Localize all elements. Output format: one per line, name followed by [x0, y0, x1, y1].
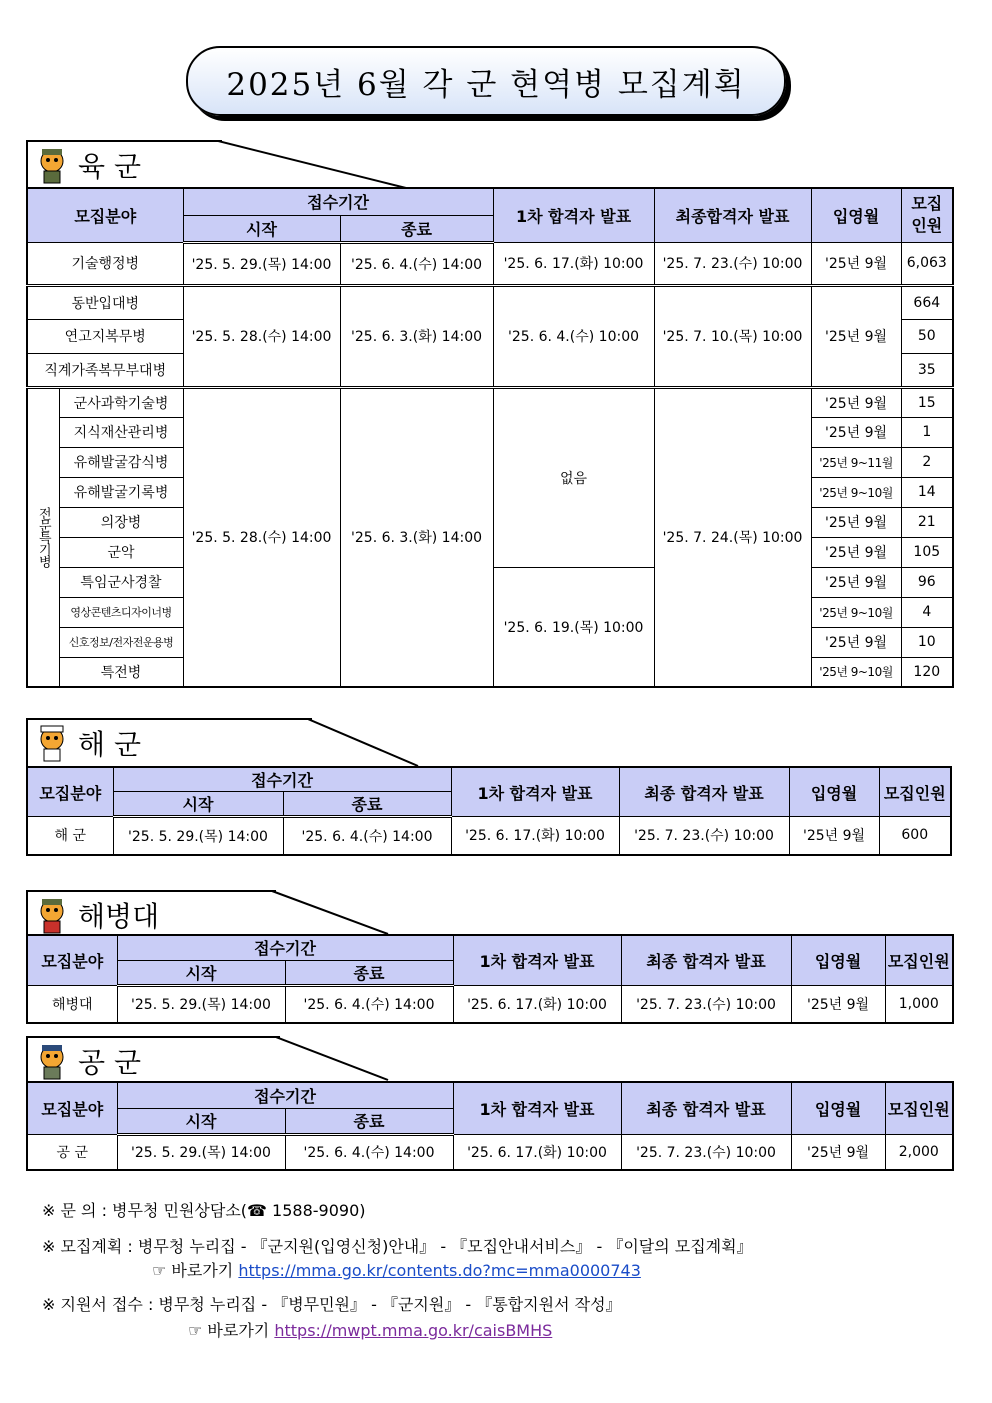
army-section-header [26, 140, 222, 188]
plan-shortcut [42, 1258, 962, 1292]
table-cell-enlist: '25년 9월 [791, 985, 885, 1023]
table-cell-final: '25. 7. 10.(목) 10:00 [654, 285, 811, 387]
table-cell-start: '25. 5. 29.(목) 14:00 [117, 985, 285, 1023]
col-header-count: 모집인원 [879, 767, 951, 817]
table-cell-count: 50 [901, 319, 953, 353]
table-cell-field: 특임군사경찰 [59, 567, 183, 597]
navy-section-header [26, 718, 312, 766]
table-cell-first: '25. 6. 19.(목) 10:00 [493, 567, 654, 687]
plan-shortcut-label: ☞ 바로가기 [152, 1261, 234, 1280]
col-header-period: 접수기간 [183, 188, 493, 215]
table-cell-enlist: '25년 9월 [811, 242, 901, 285]
col-header-first: 1차 합격자 발표 [453, 935, 621, 985]
table-cell-first: '25. 6. 4.(수) 10:00 [493, 285, 654, 387]
table-cell-count: 14 [901, 477, 953, 507]
table-cell-count: 105 [901, 537, 953, 567]
table-cell-count: 4 [901, 597, 953, 627]
table-cell-start: '25. 5. 28.(수) 14:00 [183, 285, 340, 387]
table-cell-group: 전문특기병 [27, 387, 59, 687]
table-cell-field: 의장병 [59, 507, 183, 537]
table-cell-field: 군악 [59, 537, 183, 567]
table-cell-start: '25. 5. 28.(수) 14:00 [183, 387, 340, 687]
table-cell-final: '25. 7. 23.(수) 10:00 [621, 985, 791, 1023]
table-cell-count: 2,000 [885, 1134, 953, 1170]
table-cell-field: 영상콘텐츠디자이너병 [59, 597, 183, 627]
navy-section-title: 해 군 [78, 728, 141, 761]
navy-table [26, 766, 952, 856]
section-slant-line [308, 718, 420, 768]
table-cell-field: 유해발굴감식병 [59, 447, 183, 477]
tiger-mascot-icon [32, 895, 72, 935]
col-header-enlist: 입영월 [811, 188, 901, 242]
table-cell-field: 지식재산관리병 [59, 417, 183, 447]
marines-table [26, 934, 954, 1024]
col-header-first: 1차 합격자 발표 [451, 767, 619, 817]
table-cell-count: 600 [879, 817, 951, 855]
col-header-field: 모집분야 [27, 935, 117, 985]
army-section-title: 육 군 [78, 150, 141, 183]
table-cell-count: 1 [901, 417, 953, 447]
col-header-field: 모집분야 [27, 767, 113, 817]
table-cell-enlist: '25년 9~11월 [811, 447, 901, 477]
table-cell-count: 6,063 [901, 242, 953, 285]
marines-section-title: 해병대 [78, 900, 160, 933]
page-title [186, 46, 786, 116]
table-cell-field: 해 군 [27, 817, 113, 855]
table-cell-enlist: '25년 9~10월 [811, 597, 901, 627]
table-cell-count: 35 [901, 353, 953, 387]
apply-note: ※ 지원서 접수 : 병무청 누리집 - 『병무민원』 - 『군지원』 - 『통합지원서 작성』 [42, 1295, 622, 1314]
col-header-start: 시작 [117, 960, 285, 985]
table-cell-final: '25. 7. 23.(수) 10:00 [619, 817, 789, 855]
table-cell-final: '25. 7. 23.(수) 10:00 [654, 242, 811, 285]
col-header-start: 시작 [113, 792, 283, 817]
col-header-end: 종료 [340, 215, 493, 242]
table-cell-enlist: '25년 9월 [811, 537, 901, 567]
table-cell-field: 해병대 [27, 985, 117, 1023]
col-header-period: 접수기간 [117, 935, 453, 960]
col-header-count: 모집인원 [885, 1082, 953, 1134]
table-cell-enlist: '25년 9월 [811, 627, 901, 657]
col-header-count: 모집 인원 [901, 188, 953, 242]
table-cell-start: '25. 5. 29.(목) 14:00 [113, 817, 283, 855]
table-cell-count: 10 [901, 627, 953, 657]
table-cell-end: '25. 6. 4.(수) 14:00 [285, 1134, 453, 1170]
col-header-final: 최종 합격자 발표 [619, 767, 789, 817]
col-header-first: 1차 합격자 발표 [493, 188, 654, 242]
table-cell-count: 1,000 [885, 985, 953, 1023]
marines-section-header [26, 890, 276, 938]
table-cell-field: 직계가족복무부대병 [27, 353, 183, 387]
table-cell-enlist: '25년 9월 [791, 1134, 885, 1170]
table-cell-first: '25. 6. 17.(화) 10:00 [493, 242, 654, 285]
table-cell-count: 664 [901, 285, 953, 319]
table-cell-enlist: '25년 9월 [811, 567, 901, 597]
tiger-mascot-icon [32, 1041, 72, 1081]
col-header-count: 모집인원 [885, 935, 953, 985]
army-table [26, 187, 954, 688]
table-cell-first: '25. 6. 17.(화) 10:00 [453, 1134, 621, 1170]
airforce-section-header [26, 1036, 280, 1084]
col-header-end: 종료 [285, 960, 453, 985]
table-cell-end: '25. 6. 3.(화) 14:00 [340, 285, 493, 387]
table-cell-first: '25. 6. 17.(화) 10:00 [453, 985, 621, 1023]
col-header-enlist: 입영월 [789, 767, 879, 817]
col-header-final: 최종 합격자 발표 [621, 935, 791, 985]
col-header-period: 접수기간 [113, 767, 451, 792]
col-header-field: 모집분야 [27, 1082, 117, 1134]
table-cell-start: '25. 5. 29.(목) 14:00 [183, 242, 340, 285]
table-cell-final: '25. 7. 23.(수) 10:00 [621, 1134, 791, 1170]
table-cell-end: '25. 6. 4.(수) 14:00 [283, 817, 451, 855]
notes-section [42, 1198, 962, 1344]
table-cell-count: 21 [901, 507, 953, 537]
col-header-end: 종료 [283, 792, 451, 817]
col-header-enlist: 입영월 [791, 935, 885, 985]
table-cell-enlist: '25년 9~10월 [811, 657, 901, 687]
table-cell-start: '25. 5. 29.(목) 14:00 [117, 1134, 285, 1170]
table-cell-field: 유해발굴기록병 [59, 477, 183, 507]
table-cell-field: 공 군 [27, 1134, 117, 1170]
table-cell-end: '25. 6. 3.(화) 14:00 [340, 387, 493, 687]
airforce-table [26, 1081, 954, 1171]
table-cell-enlist: '25년 9월 [811, 285, 901, 387]
col-header-field: 모집분야 [27, 188, 183, 242]
table-cell-enlist: '25년 9월 [811, 507, 901, 537]
table-cell-enlist: '25년 9월 [811, 387, 901, 417]
col-header-start: 시작 [183, 215, 340, 242]
section-slant-line [276, 1036, 390, 1082]
col-header-first: 1차 합격자 발표 [453, 1082, 621, 1134]
col-header-final: 최종합격자 발표 [654, 188, 811, 242]
table-cell-final: '25. 7. 24.(목) 10:00 [654, 387, 811, 687]
table-cell-field: 군사과학기술병 [59, 387, 183, 417]
table-cell-end: '25. 6. 4.(수) 14:00 [285, 985, 453, 1023]
apply-link[interactable]: https://mwpt.mma.go.kr/caisBMHS [274, 1321, 553, 1340]
plan-note: ※ 모집계획 : 병무청 누리집 - 『군지원(입영신청)안내』 - 『모집안내서비스』 - 『이달의 모집계획』 [42, 1237, 753, 1256]
table-cell-end: '25. 6. 4.(수) 14:00 [340, 242, 493, 285]
tiger-mascot-icon [32, 145, 72, 185]
table-cell-field: 동반입대병 [27, 285, 183, 319]
plan-link[interactable]: https://mma.go.kr/contents.do?mc=mma0000743 [238, 1261, 641, 1280]
airforce-section-title: 공 군 [78, 1046, 141, 1079]
table-cell-first: '25. 6. 17.(화) 10:00 [451, 817, 619, 855]
col-header-end: 종료 [285, 1108, 453, 1134]
table-cell-enlist: '25년 9월 [811, 417, 901, 447]
col-header-enlist: 입영월 [791, 1082, 885, 1134]
apply-shortcut [42, 1318, 962, 1344]
page-title-text: 2025년 6월 각 군 현역병 모집계획 [226, 66, 746, 103]
table-cell-field: 특전병 [59, 657, 183, 687]
apply-shortcut-label: ☞ 바로가기 [188, 1321, 270, 1340]
table-cell-count: 15 [901, 387, 953, 417]
col-header-final: 최종 합격자 발표 [621, 1082, 791, 1134]
table-cell-enlist: '25년 9월 [789, 817, 879, 855]
table-cell-enlist: '25년 9~10월 [811, 477, 901, 507]
table-cell-field: 연고지복무병 [27, 319, 183, 353]
col-header-period: 접수기간 [117, 1082, 453, 1108]
section-slant-line [272, 890, 390, 936]
table-cell-field: 기술행정병 [27, 242, 183, 285]
col-header-start: 시작 [117, 1108, 285, 1134]
table-cell-field: 신호정보/전자전운용병 [59, 627, 183, 657]
inquiry-note: ※ 문 의 : 병무청 민원상담소(☎ 1588-9090) [42, 1201, 366, 1220]
table-cell-first: 없음 [493, 387, 654, 567]
table-cell-count: 2 [901, 447, 953, 477]
tiger-mascot-icon [32, 723, 72, 763]
table-cell-count: 120 [901, 657, 953, 687]
section-slant-line [218, 140, 408, 190]
table-cell-count: 96 [901, 567, 953, 597]
